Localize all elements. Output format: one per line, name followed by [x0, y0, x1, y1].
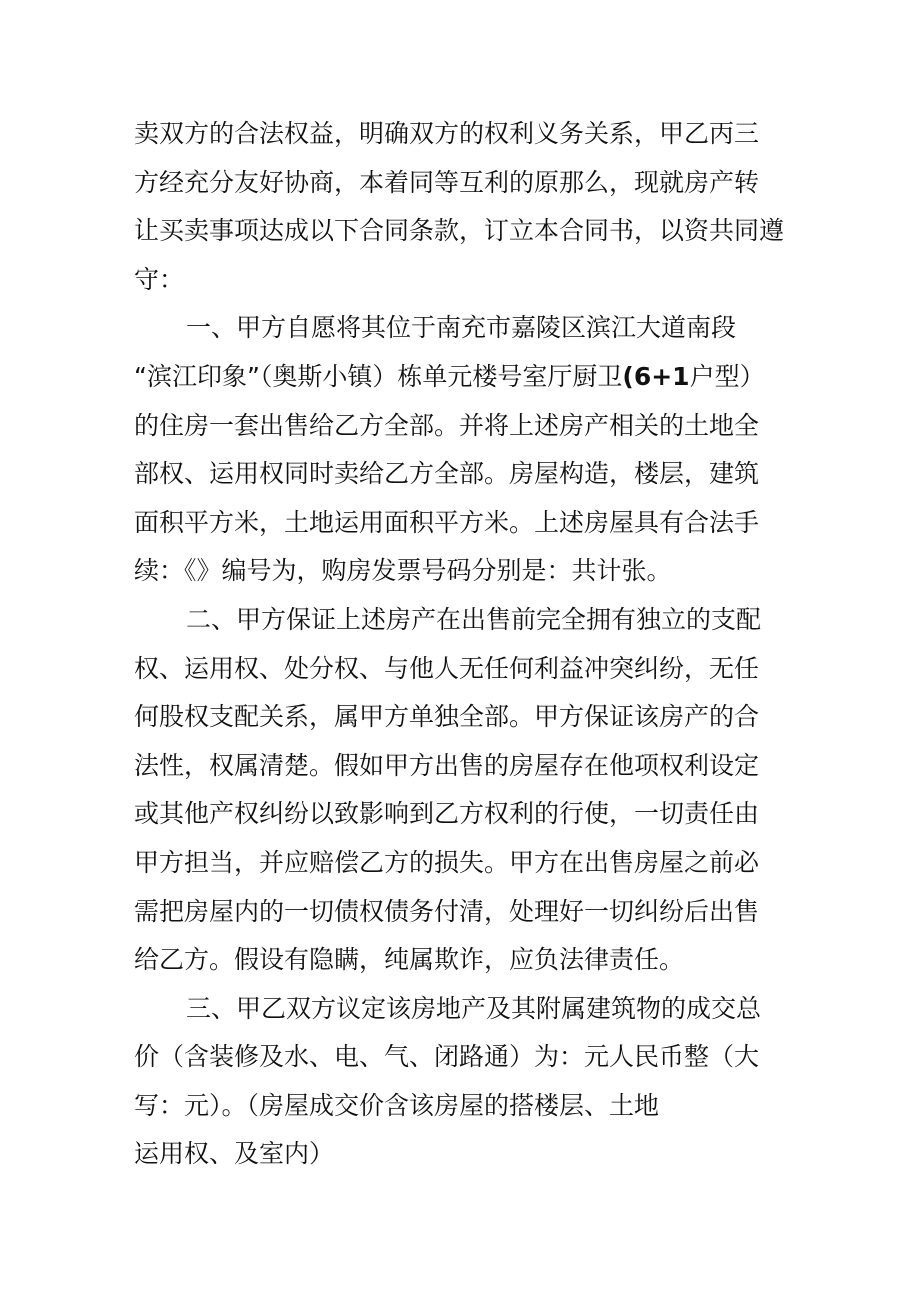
text-line: 卖双方的合法权益，明确双方的权利义务关系，甲乙丙三: [134, 119, 760, 148]
text-line: 写：元）。（房屋成交价含该房屋的搭楼层、土地: [134, 1090, 660, 1120]
text-line: 部权、运用权同时卖给乙方全部。房屋构造，楼层，建筑: [134, 459, 760, 489]
text-line: [134, 353, 794, 402]
text-line: 甲方担当，并应赔偿乙方的损失。甲方在出售房屋之前必: [134, 847, 760, 877]
document-body: [134, 110, 794, 1179]
text-line: 或其他产权纠纷以致影响到乙方权利的行使，一切责任由: [134, 799, 760, 829]
paragraph-preamble: [134, 110, 794, 304]
text-line: 给乙方。假设有隐瞒，纯属欺诈，应负法律责任。: [134, 945, 685, 975]
text-line: 的住房一套出售给乙方全部。并将上述房产相关的土地全: [134, 410, 760, 440]
text-line: 面积平方米，土地运用面积平方米。上述房屋具有合法手: [134, 507, 760, 537]
text-line: 法性，权属清楚。假如甲方出售的房屋存在他项权利设定: [134, 750, 760, 780]
paragraph-clause-2: [134, 596, 794, 985]
text-line: 续：《》编号为，购房发票号码分别是：共计张。: [134, 556, 672, 586]
paragraph-clause-3: [134, 985, 794, 1179]
text-line: 价（含装修及水、电、气、闭路通）为：元人民币整（大: [134, 1042, 760, 1072]
text-line: 一、甲方自愿将其位于南充市嘉陵区滨江大道南段: [186, 313, 737, 343]
unit-type-label: 户型）: [689, 361, 765, 391]
unit-type-number: (6+1: [622, 361, 690, 391]
paragraph-clause-1: [134, 304, 794, 596]
text-line: 二、甲方保证上述房产在出售前完全拥有独立的支配: [186, 604, 762, 634]
text-segment: “滨江印象”（奥斯小镇）栋单元楼号室厅厨卫: [134, 361, 623, 391]
text-line: 需把房屋内的一切债权债务付清，处理好一切纠纷后出售: [134, 896, 760, 926]
text-line: 运用权、及室内）: [134, 1139, 335, 1169]
text-line: 何股权支配关系，属甲方单独全部。甲方保证该房产的合: [134, 702, 760, 732]
text-line: 方经充分友好协商，本着同等互利的原那么，现就房产转: [134, 167, 760, 197]
text-line: 守：: [134, 264, 185, 294]
text-line: 权、运用权、处分权、与他人无任何利益冲突纠纷，无任: [134, 653, 760, 683]
text-line: 三、甲乙双方议定该房地产及其附属建筑物的成交总: [186, 993, 762, 1023]
text-line: 让买卖事项达成以下合同条款，订立本合同书，以资共同遵: [134, 216, 785, 246]
